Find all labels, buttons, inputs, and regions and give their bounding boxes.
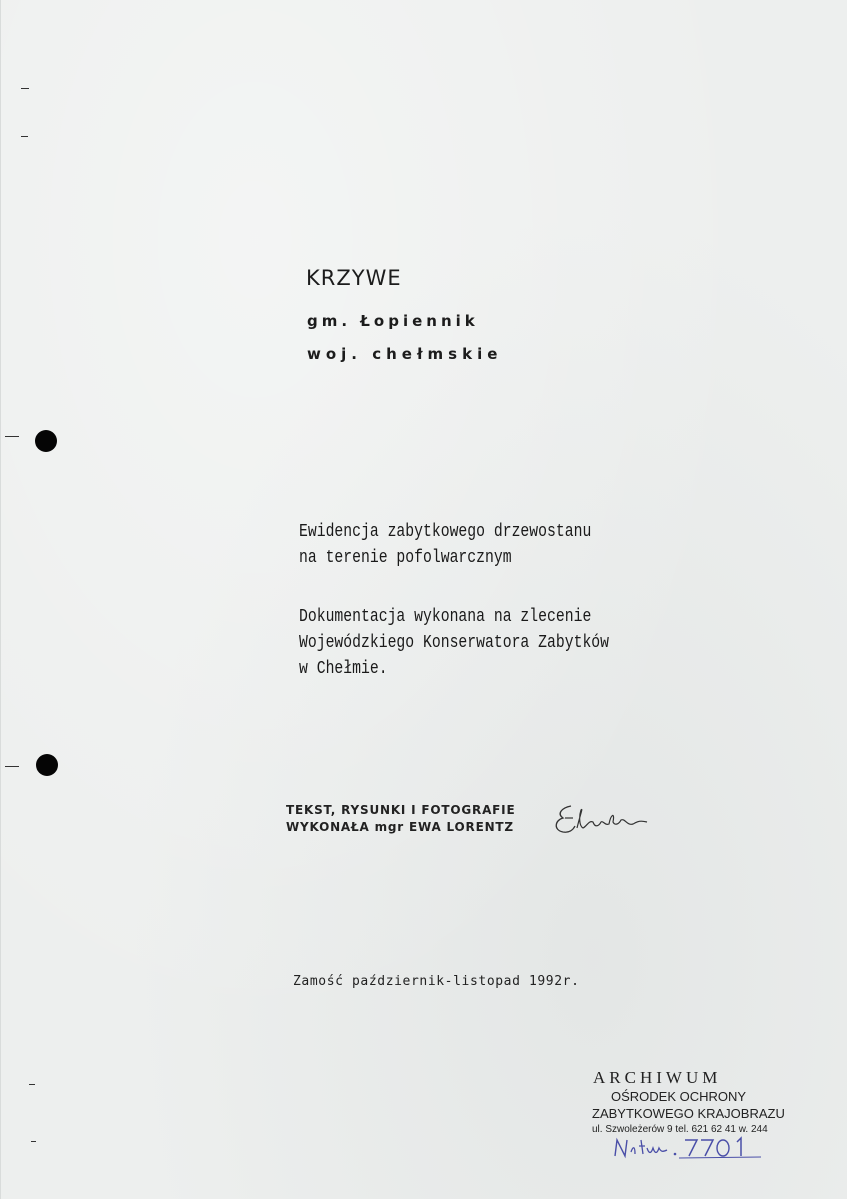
paragraph-line: Dokumentacja wykonana na zlecenie [299,607,592,627]
margin-mark [21,136,28,137]
stamp-line: ZABYTKOWEGO KRAJOBRAZU [592,1106,785,1121]
margin-mark [29,1084,35,1085]
stamp-title: ARCHIWUM [593,1068,722,1087]
paragraph-line: na terenie pofolwarcznym [299,548,512,568]
punch-hole [36,754,58,776]
voivodeship-line: woj. chełmskie [307,345,503,363]
stamp-line: ul. Szwoleżerów 9 tel. 621 62 41 w. 244 [592,1124,768,1135]
punch-hole [35,430,57,452]
commune-line: gm. Łopiennik [307,312,479,330]
paragraph-line: Ewidencja zabytkowego drzewostanu [299,522,592,542]
place-title: KRZYWE [306,266,402,290]
margin-mark [31,1141,36,1142]
paragraph-line: w Chełmie. [299,659,388,679]
margin-mark [21,88,29,89]
commission-paragraph [299,604,609,682]
handwritten-inventory-number [613,1134,763,1160]
credits-line: TEKST, RYSUNKI I FOTOGRAFIE [286,803,516,817]
signature [549,800,659,840]
margin-mark [5,436,19,437]
date-line: Zamość październik-listopad 1992r. [293,974,580,989]
description-paragraph [299,519,591,571]
margin-mark [5,766,19,767]
credits-line: WYKONAŁA mgr EWA LORENTZ [286,820,514,834]
stamp-line: OŚRODEK OCHRONY [611,1089,747,1104]
paragraph-line: Wojewódzkiego Konserwatora Zabytków [299,633,610,653]
